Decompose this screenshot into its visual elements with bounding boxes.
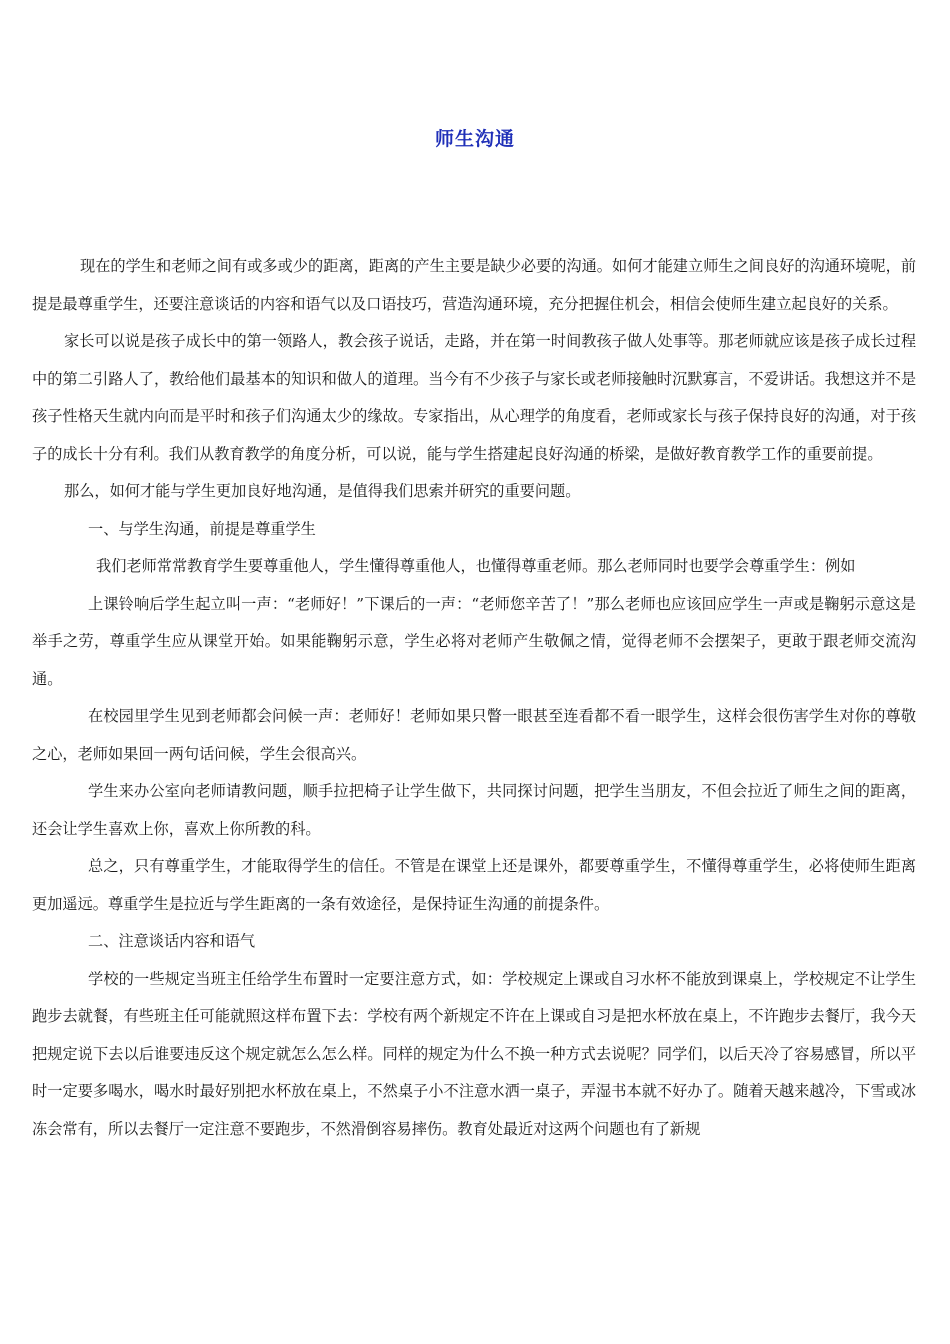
- paragraph-classroom: 上课铃响后学生起立叫一声：“老师好！”下课后的一声：“老师您辛苦了！”那么老师也应该回应学生一声或是鞠躬示意这是举手之劳，尊重学生应从课堂开始。如果能鞠躬示意，学生必将对老师产生敬佩之情，觉得老师不会摆架子，更敢于跟老师交流沟通。: [32, 594, 916, 688]
- paragraph-office: 学生来办公室向老师请教问题，顺手拉把椅子让学生做下，共同探讨问题，把学生当朋友，不但会拉近了师生之间的距离，还会让学生喜欢上你，喜欢上你所教的科。: [32, 782, 916, 838]
- document-body: [32, 248, 916, 1148]
- paragraph-respect-intro: 我们老师常常教育学生要尊重他人，学生懂得尊重他人，也懂得尊重老师。那么老师同时也要学会尊重学生：例如: [96, 557, 856, 575]
- section-heading-tone: 二、注意谈话内容和语气: [88, 932, 256, 950]
- paragraph-question: 那么，如何才能与学生更加良好地沟通，是值得我们思索并研究的重要问题。: [64, 482, 581, 500]
- paragraph-campus: 在校园里学生见到老师都会问候一声：老师好！老师如果只瞥一眼甚至连看都不看一眼学生，这样会很伤害学生对你的尊敬之心，老师如果回一两句话问候，学生会很高兴。: [32, 707, 916, 763]
- paragraph-rules: 学校的一些规定当班主任给学生布置时一定要注意方式，如：学校规定上课或自习水杯不能放到课桌上，学校规定不让学生跑步去就餐，有些班主任可能就照这样布置下去：学校有两个新规定不许在上课或自习是把水杯放在桌上，不许跑步去餐厅，我今天把规定说下去以后谁要违反这个规定就怎么怎么样。同样的规定为什么不换一种方式去说呢？同学们，以后天冷了容易感冒，所以平时一定要多喝水，喝水时最好别把水杯放在桌上，不然桌子小不注意水洒一桌子，弄湿书本就不好办了。随着天越来越冷，下雪或冰冻会常有，所以去餐厅一定注意不要跑步，不然滑倒容易摔伤。教育处最近对这两个问题也有了新规: [32, 969, 916, 1138]
- paragraph-summary: 总之，只有尊重学生，才能取得学生的信任。不管是在课堂上还是课外，都要尊重学生，不懂得尊重学生，必将使师生距离更加遥远。尊重学生是拉近与学生距离的一条有效途径，是保持证生沟通的前提条件。: [32, 857, 916, 913]
- paragraph-parents: 家长可以说是孩子成长中的第一领路人，教会孩子说话，走路，并在第一时间教孩子做人处事等。那老师就应该是孩子成长过程中的第二引路人了，教给他们最基本的知识和做人的道理。当今有不少孩子与家长或老师接触时沉默寡言，不爱讲话。我想这并不是孩子性格天生就内向而是平时和孩子们沟通太少的缘故。专家指出，从心理学的角度看，老师或家长与孩子保持良好的沟通，对于孩子的成长十分有利。我们从教育教学的角度分析，可以说，能与学生搭建起良好沟通的桥梁，是做好教育教学工作的重要前提。: [32, 332, 916, 463]
- document-title: 师生沟通: [434, 128, 515, 150]
- section-heading-respect: 一、与学生沟通，前提是尊重学生: [88, 519, 316, 538]
- paragraph-intro: 现在的学生和老师之间有或多或少的距离，距离的产生主要是缺少必要的沟通。如何才能建立师生之间良好的沟通环境呢，前提是最尊重学生，还要注意谈话的内容和语气以及口语技巧，营造沟通环境，充分把握住机会，相信会使师生建立起良好的关系。: [32, 257, 916, 313]
